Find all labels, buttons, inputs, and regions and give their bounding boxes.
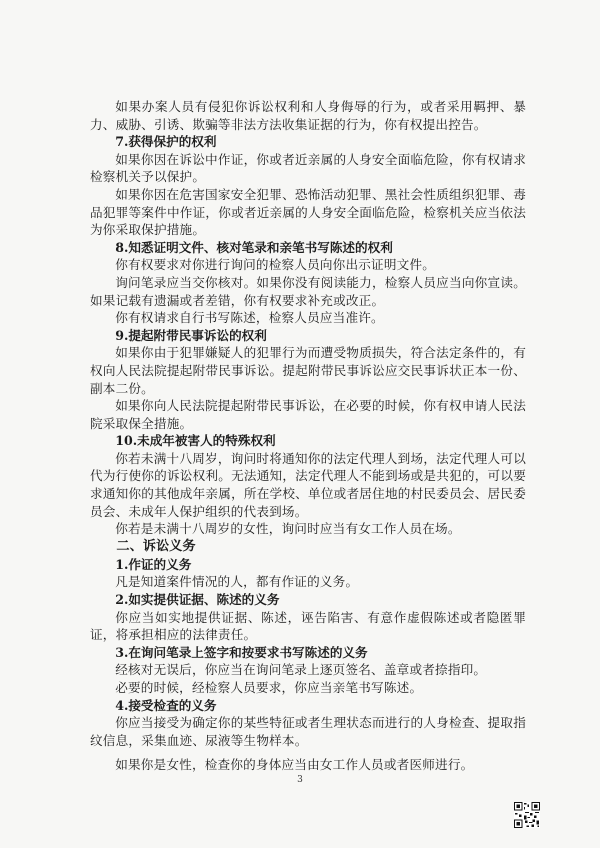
paragraph: 如果你因在诉讼中作证，你或者近亲属的人身安全面临危险，你有权请求检察机关予以保护。	[90, 151, 526, 185]
paragraph: 如果你因在危害国家安全犯罪、恐怖活动犯罪、黑社会性质组织犯罪、毒品犯罪等案件中作证，你或者近亲属的人身安全面临危险，检察机关应当依法为你采取保护措施。	[90, 186, 526, 238]
page-number: 3	[297, 775, 303, 785]
paragraph-gap	[90, 749, 526, 756]
paragraph: 你若未满十八周岁，询问时将通知你的法定代理人到场，法定代理人可以代为行使你的诉讼权利。无法通知，法定代理人不能到场或是共犯的，可以要求通知你的其他成年亲属，所在学校、单位或者居住地的村民委员会、居民委员会、未成年人保护组织的代表到场。	[90, 450, 526, 519]
subsection-heading: 8.知悉证明文件、核对笔录和亲笔书写陈述的权利	[115, 239, 393, 255]
subsection-heading: 1.作证的义务	[115, 556, 192, 572]
subsection-heading: 4.接受检查的义务	[115, 697, 217, 713]
paragraph: 你若是未满十八周岁的女性，询问时应当有女工作人员在场。	[115, 521, 461, 537]
subsection-heading: 3.在询问笔录上签字和按要求书写陈述的义务	[115, 644, 368, 660]
paragraph: 凡是知道案件情况的人，都有作证的义务。	[115, 574, 359, 590]
paragraph: 如果你由于犯罪嫌疑人的犯罪行为而遭受物质损失，符合法定条件的，有权向人民法院提起附带民事诉讼。提起附带民事诉讼应交民事诉状正本一份、副本二份。	[90, 345, 526, 396]
paragraph: 你应当接受为确定你的某些特征或者生理状态而进行的人身检查、提取指纹信息，采集血迹、尿液等生物样本。	[90, 715, 526, 748]
paragraph: 你有权要求对你进行询问的检察人员向你出示证明文件。	[115, 257, 436, 273]
paragraph: 如果你是女性，检查你的身体应当由女工作人员或者医师进行。	[115, 757, 474, 773]
subsection-heading: 7.获得保护的权利	[115, 134, 217, 150]
qr-code	[514, 802, 540, 828]
document-body	[90, 98, 526, 774]
paragraph: 经核对无误后，你应当在询问笔录上逐页签名、盖章或者捺指印。	[115, 662, 487, 678]
paragraph: 如果办案人员有侵犯你诉讼权利和人身侮辱的行为，或者采用羁押、暴力、威胁、引诱、欺骗等非法方法收集证据的行为，你有权提出控告。	[90, 99, 526, 132]
subsection-heading: 9.提起附带民事诉讼的权利	[115, 327, 267, 343]
subsection-heading: 2.如实提供证据、陈述的义务	[115, 592, 280, 608]
paragraph: 必要的时候，经检察人员要求，你应当亲笔书写陈述。	[115, 680, 423, 695]
paragraph: 询问笔录应当交你核对。如果你没有阅读能力，检察人员应当向你宣读。如果记载有遗漏或者差错，你有权要求补充或改正。	[90, 274, 526, 308]
paragraph: 如果你向人民法院提起附带民事诉讼，在必要的时候，你有权申请人民法院采取保全措施。	[90, 398, 526, 431]
section-heading: 二、诉讼义务	[116, 538, 196, 554]
subsection-heading: 10.未成年被害人的特殊权利	[115, 433, 276, 449]
paragraph: 你应当如实地提供证据、陈述，诬告陷害、有意作虚假陈述或者隐匿罪证，将承担相应的法律责任。	[90, 609, 526, 643]
paragraph: 你有权请求自行书写陈述，检察人员应当准许。	[115, 310, 384, 326]
